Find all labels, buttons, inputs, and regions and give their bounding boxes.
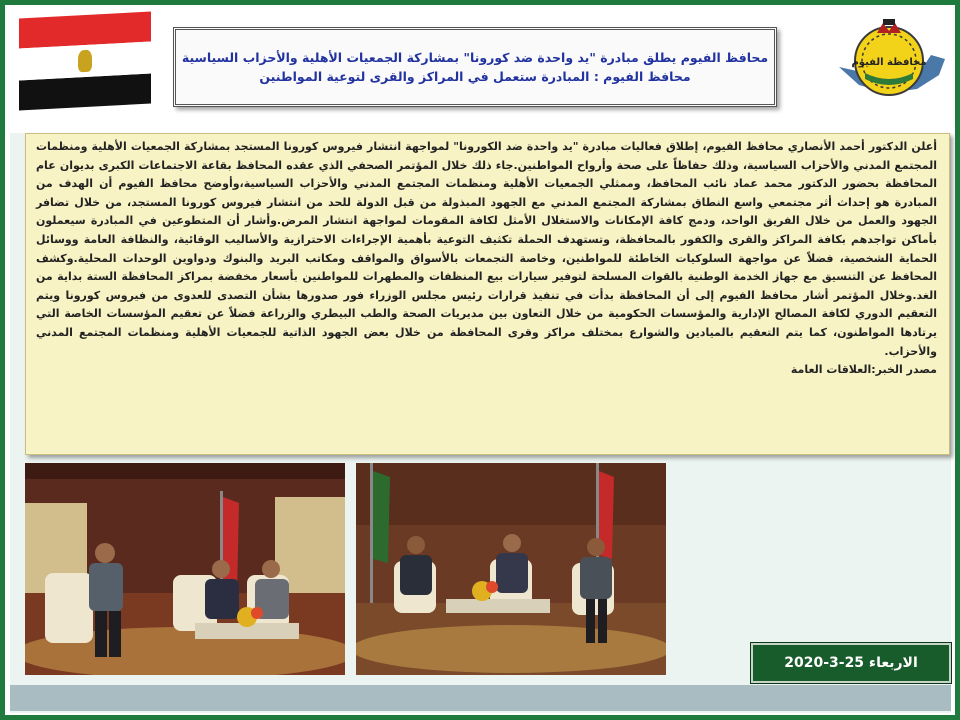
headline-title: محافظ الفيوم يطلق مبادرة "يد واحدة ضد كورونا" بمشاركة الجمعيات الأهلية والأحزاب السياسية — [181, 50, 769, 65]
egypt-flag-icon — [19, 12, 151, 111]
article-source: مصدر الخبر:العلاقات العامة — [790, 363, 937, 377]
eagle-icon — [78, 50, 92, 73]
logo-text: محافظة الفيوم — [851, 57, 927, 68]
press-conference-photo-1 — [25, 463, 345, 675]
bottom-band — [10, 685, 951, 711]
press-conference-photo-2 — [356, 463, 666, 675]
date-text: الاربعاء 25-3-2020 — [784, 655, 918, 671]
headline-box — [173, 27, 777, 107]
headline-subtitle: محافظ الفيوم : المبادرة ستعمل في المراكز والقرى لتوعية المواطنين — [259, 69, 691, 84]
article-box — [25, 133, 950, 455]
fayoum-governorate-logo-icon — [831, 15, 949, 123]
article-body: أعلن الدكتور أحمد الأنصاري محافظ الفيوم، إطلاق فعاليات مبادرة "يد واحدة ضد الكورونا" لمواجهة انتشار فيروس كورونا المستجد بمشاركة الجمعيات الأهلية ومنظمات المجتمع المدني والأحزاب السياسية، وذلك حفاظاً على صحة وأرواح المواطنين.جاء ذلك خلال المؤتمر الصحفي الذي عقده المحافظ بقاعة الاجتماعات الكبرى بديوان عام المحافظة بحضور الدكتور محمد عماد نائب المحافظ، وممثلي الجمعيات الأهلية ومنظمات المجتمع المدني والأحزاب السياسية،وأوضح محافظ الفيوم أن الهدف من المبادرة هو إحداث أثر مجتمعي واسع النطاق بمشاركة المجتمع المدني مع الجهود المبذولة من قبل الدولة للحد من انتشار فيروس كورونا المستجد، من خلال تضافر الجهود والعمل من خلال الفريق الواحد، ودمج كافة الإمكانات والاستغلال الأمثل لكافة المقومات لمواجهة انتشار المرض.وأشار أن المتطوعين في المبادرة سيعملون بأماكن تواجدهم بكافة المراكز والقرى والكفور بالمحافظة، وتستهدف الحملة تكثيف التوعية بأهمية الإجراءات الاحترازية والأساليب الوقائية، والنظافة العامة ووسائل الحماية الشخصية، فضلاً عن مواجهة السلوكيات الخاطئة للمواطنين، وخاصة التجمعات بالأسواق والمواقف ومكاتب البريد والبنوك ودواوين الوحدات المحلية.وكشف المحافظ عن التنسيق مع جهاز الخدمة الوطنية بالقوات المسلحة لتوفير سيارات بيع المنظفات والمطهرات للمواطنين بأسعار مخفضة بمراكز المحافظة الستة بداية من الغد.وخلال المؤتمر أشار محافظ الفيوم إلى أن المحافظة بدأت في تنفيذ قرارات رئيس مجلس الوزراء فور صدورها بشأن التصدى للعدوى من فيروس كورونا ويتم التعقيم الدوري لكافة المصالح الإدارية والمؤسسات الحكومية من خلال التعاون بين مديريات الصحة والطب البيطري والزراعة فضلاً عن تعقيم المؤسسات الخاصة التي يرتادها المواطنون، كما يتم التعقيم بالميادين والشوارع بمختلف مراكز وقرى المحافظة من خلال بعض الجهود الذاتية للجمعيات الأهلية ومنظمات المجتمع المدني والأحزاب. — [36, 140, 937, 358]
date-badge — [751, 643, 951, 683]
